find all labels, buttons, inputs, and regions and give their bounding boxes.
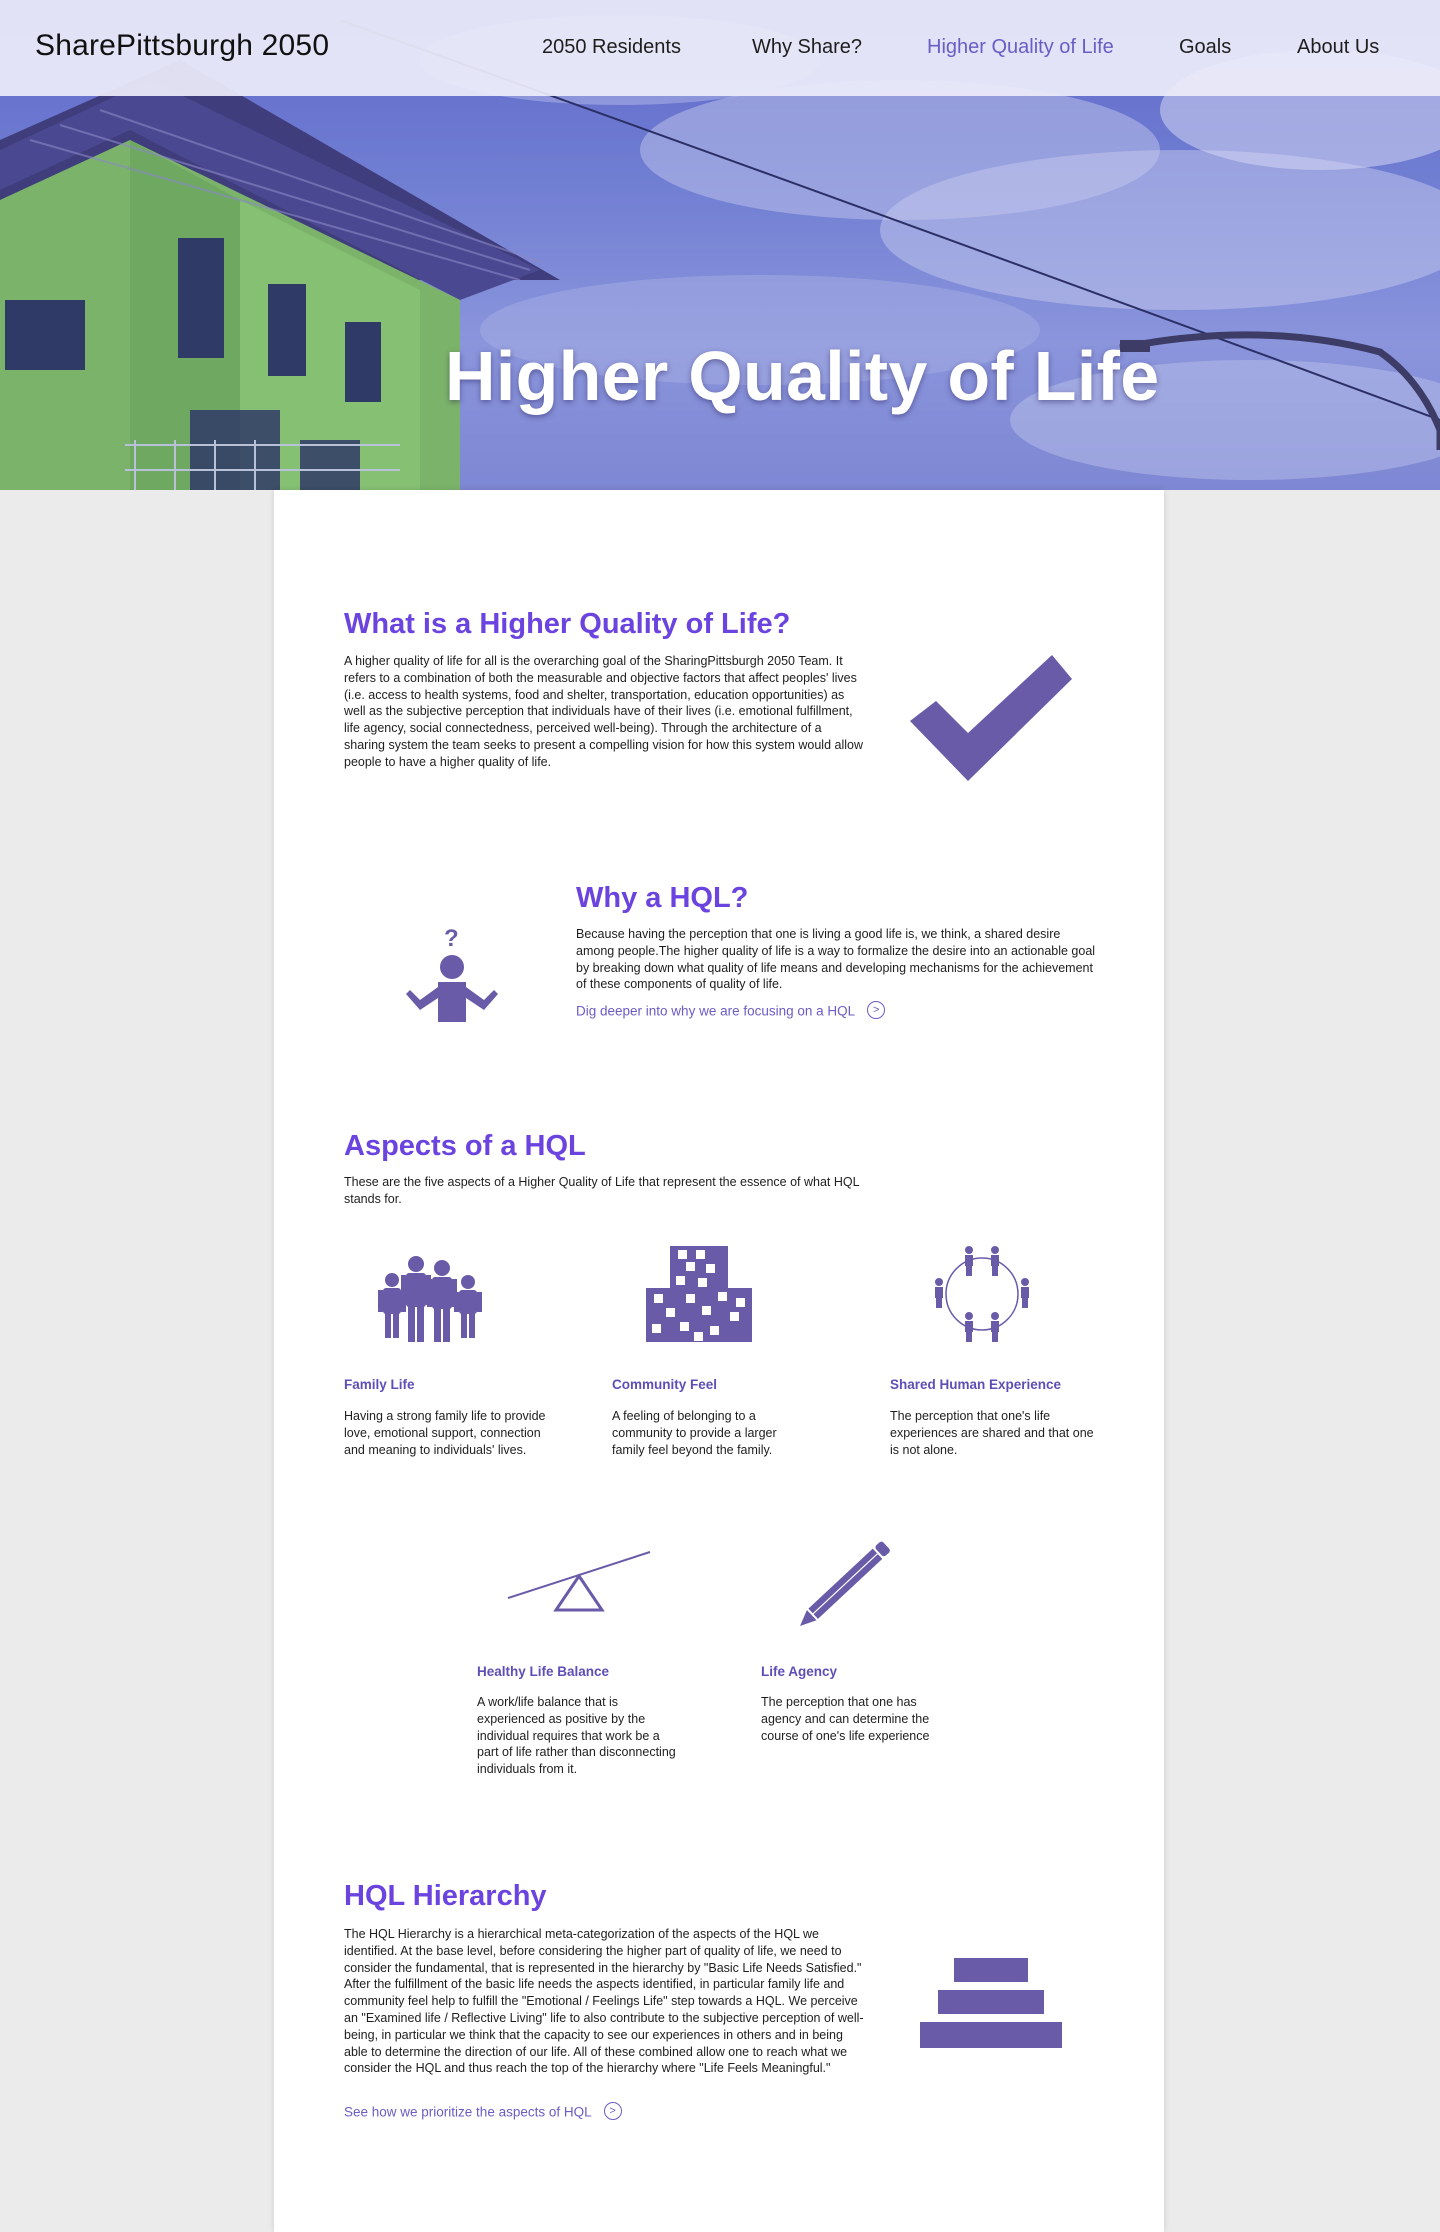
content-card (274, 490, 1164, 2232)
nav-item-higher-quality-of-life[interactable]: Higher Quality of Life (927, 36, 1114, 58)
seesaw-icon (506, 1546, 652, 1621)
nav-item-why-share[interactable]: Why Share? (752, 36, 863, 58)
arrow-right-circle-icon[interactable]: > (604, 2102, 622, 2120)
aspect-desc-healthy-life-balance: A work/life balance that is experienced as positive by the individual requires that work be a part of life rather than disconnecting individuals from it. (477, 1695, 676, 1777)
aspect-desc-community-feel: A feeling of belonging to a community to provide a larger family feel beyond the family. (612, 1409, 777, 1457)
why-hql-heading: Why a HQL? (576, 882, 749, 914)
what-is-hql-heading: What is a Higher Quality of Life? (344, 608, 791, 640)
nav-item-about-us[interactable]: About Us (1297, 36, 1380, 58)
circle-of-people-icon (934, 1242, 1030, 1351)
dig-deeper-link[interactable] (576, 1003, 885, 1021)
arrow-right-circle-icon[interactable]: > (867, 1001, 885, 1019)
aspect-desc-family-life: Having a strong family life to provide love, emotional support, connection and meaning to individuals' lives. (344, 1409, 546, 1457)
aspect-title-community-feel: Community Feel (612, 1377, 718, 1392)
hero-title: Higher Quality of Life (445, 337, 1160, 415)
what-is-hql-body: A higher quality of life for all is the overarching goal of the SharingPittsburgh 2050 Team. It refers to a combination of both the measurable and objective factors that affect peoples' lives (i.e. access to health systems, food and shelter, transportation, education opportunities) as well as the subjective perception that individuals have of their lives (i.e. emotional fulfillment, life agency, social connectedness, perceived well-being). Through the architecture of a sharing system the team seeks to present a compelling vision for how this system would allow people to have a higher quality of life. (344, 654, 863, 769)
community-blocks-icon (646, 1246, 752, 1347)
dig-deeper-link-label[interactable]: Dig deeper into why we are focusing on a HQL (576, 1003, 856, 1019)
question-person-icon (402, 922, 502, 1031)
pencil-icon (796, 1540, 896, 1635)
svg-text:?: ? (444, 925, 459, 952)
aspect-title-life-agency: Life Agency (761, 1664, 838, 1679)
aspect-title-shared-human-experience: Shared Human Experience (890, 1377, 1062, 1392)
aspect-title-healthy-life-balance: Healthy Life Balance (477, 1664, 610, 1679)
nav-item-goals[interactable]: Goals (1179, 36, 1232, 58)
aspect-title-family-life: Family Life (344, 1377, 415, 1392)
top-navigation-bar (0, 0, 1440, 96)
checkmark-icon (910, 655, 1078, 790)
aspects-intro: These are the five aspects of a Higher Quality of Life that represent the essence of what HQL stands for. (344, 1175, 860, 1206)
aspect-desc-shared-human-experience: The perception that one's life experiences are shared and that one is not alone. (890, 1409, 1094, 1457)
pyramid-steps-icon (920, 1958, 1062, 2055)
aspects-heading: Aspects of a HQL (344, 1130, 586, 1162)
prioritize-aspects-link-label[interactable]: See how we prioritize the aspects of HQL (344, 2104, 592, 2120)
why-hql-body: Because having the perception that one is living a good life is, we think, a shared desire among people.The higher quality of life is a way to formalize the desire into an actionable goal by breaking down what quality of life means and developing mechanisms for the achievement of these components of quality of life. (576, 927, 1096, 992)
family-icon (376, 1252, 488, 1351)
hql-hierarchy-heading: HQL Hierarchy (344, 1880, 547, 1912)
site-brand[interactable]: SharePittsburgh 2050 (35, 29, 330, 62)
prioritize-aspects-link[interactable] (344, 2104, 622, 2122)
nav-item-2050-residents[interactable]: 2050 Residents (542, 36, 681, 58)
hql-hierarchy-body: The HQL Hierarchy is a hierarchical meta-categorization of the aspects of the HQL we identified. At the base level, before considering the higher part of quality of life, we need to consider the fundamental, that is represented in the hierarchy by "Basic Life Needs Satisfied." After the fulfillment of the basic life needs the aspects identified, in particular family life and community feel help to fulfill the "Emotional / Feelings Life" step towards a HQL. We perceive an "Examined life / Reflective Living" life to also contribute to the subjective perception of well-being, in particular we think that the capacity to see our experiences in others and in being able to determine the direction of our life. All of these combined allow one to reach what we consider the HQL and thus reach the top of the hierarchy where "Life Feels Meaningful." (344, 1927, 864, 2076)
aspect-desc-life-agency: The perception that one has agency and can determine the course of one's life experience (761, 1695, 930, 1743)
